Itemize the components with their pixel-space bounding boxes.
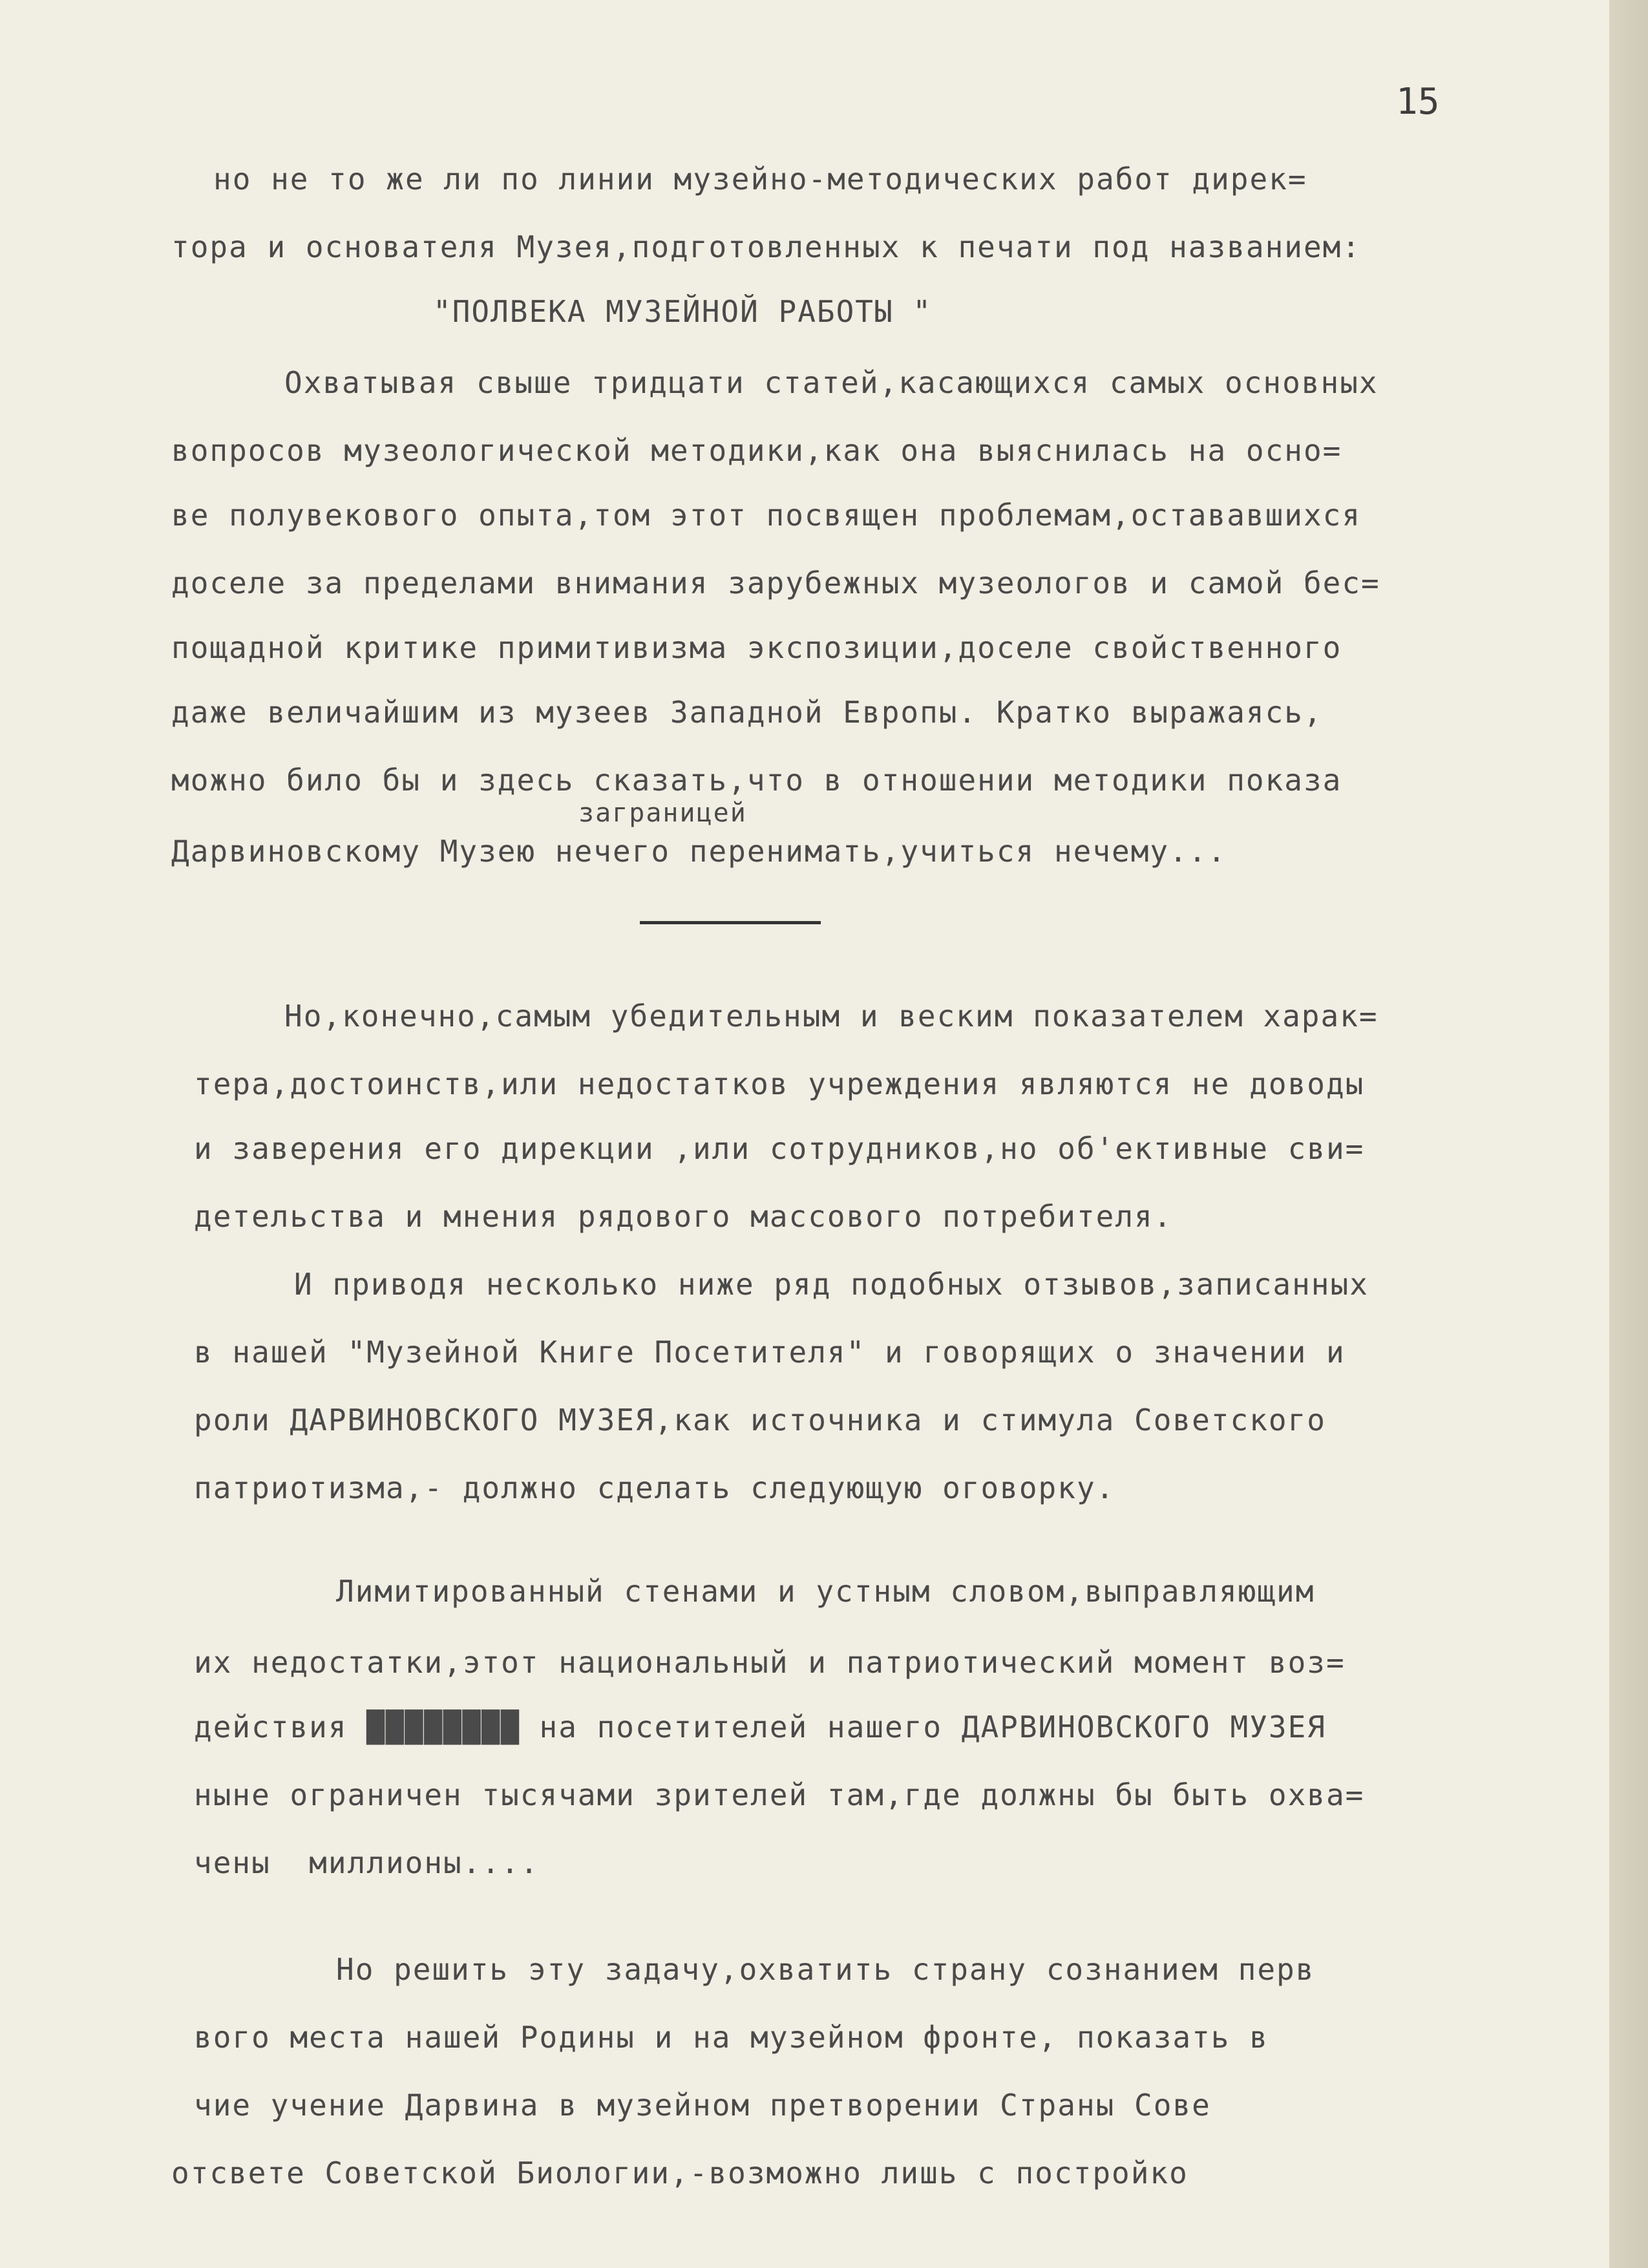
- text-line: вого места нашей Родины и на музейном фронте, показать в: [194, 2020, 1269, 2055]
- text-line: но не то же ли по линии музейно-методических работ дирек=: [213, 162, 1307, 196]
- text-line: Охватывая свыше тридцати статей,касающихся самых основных: [284, 365, 1379, 400]
- text-line: заграницей: [578, 798, 747, 828]
- text-line: вопросов музеологической методики,как она выяснилась на осно=: [171, 433, 1342, 468]
- section-divider: [640, 921, 821, 924]
- text-line: Дарвиновскому Музею нечего перенимать,учиться нечему...: [171, 834, 1227, 869]
- text-line: детельства и мнения рядового массового потребителя.: [194, 1199, 1173, 1234]
- text-line: можно било бы и здесь сказать,что в отношении методики показа: [171, 763, 1342, 798]
- text-line: и заверения его дирекции ,или сотрудников,но об'ективные сви=: [194, 1131, 1365, 1166]
- text-line: их недостатки,этот национальный и патриотический момент воз=: [194, 1645, 1346, 1680]
- text-line: И приводя несколько ниже ряд подобных отзывов,записанных: [294, 1267, 1369, 1302]
- text-line: тора и основателя Музея,подготовленных к печати под названием:: [171, 229, 1362, 264]
- text-line: даже величайшим из музеев Западной Европы. Кратко выражаясь,: [171, 695, 1323, 730]
- text-line: действия ████████ на посетителей нашего ДАРВИНОВСКОГО МУЗЕЯ: [194, 1710, 1326, 1744]
- paper-edge: [1609, 0, 1648, 2268]
- text-line: роли ДАРВИНОВСКОГО МУЗЕЯ,как источника и стимула Советского: [194, 1403, 1326, 1437]
- text-line: Но,конечно,самым убедительным и веским показателем харак=: [284, 999, 1379, 1033]
- text-line: чены миллионы....: [194, 1845, 540, 1880]
- text-line: Лимитированный стенами и устным словом,выправляющим: [336, 1574, 1315, 1609]
- text-line: доселе за пределами внимания зарубежных музеологов и самой бес=: [171, 566, 1380, 600]
- text-line: отсвете Советской Биологии,-возможно лишь с постройко: [171, 2156, 1188, 2190]
- text-line: "ПОЛВЕКА МУЗЕЙНОЙ РАБОТЫ ": [433, 294, 933, 329]
- text-line: пощадной критике примитивизма экспозиции,доселе свойственного: [171, 630, 1342, 665]
- text-line: Но решить эту задачу,охватить страну сознанием перв: [336, 1952, 1315, 1987]
- text-line: ве полувекового опыта,том этот посвящен проблемам,остававшихся: [171, 498, 1362, 533]
- text-line: чие учение Дарвина в музейном претворении Страны Сове: [194, 2088, 1211, 2123]
- text-line: ныне ограничен тысячами зрителей там,где должны бы быть охва=: [194, 1777, 1365, 1812]
- text-line: тера,достоинств,или недостатков учреждения являются не доводы: [194, 1066, 1365, 1101]
- text-line: патриотизма,- должно сделать следующую оговорку.: [194, 1470, 1115, 1505]
- text-line: в нашей "Музейной Книге Посетителя" и говорящих о значении и: [194, 1335, 1346, 1370]
- page-number: 15: [1396, 81, 1440, 123]
